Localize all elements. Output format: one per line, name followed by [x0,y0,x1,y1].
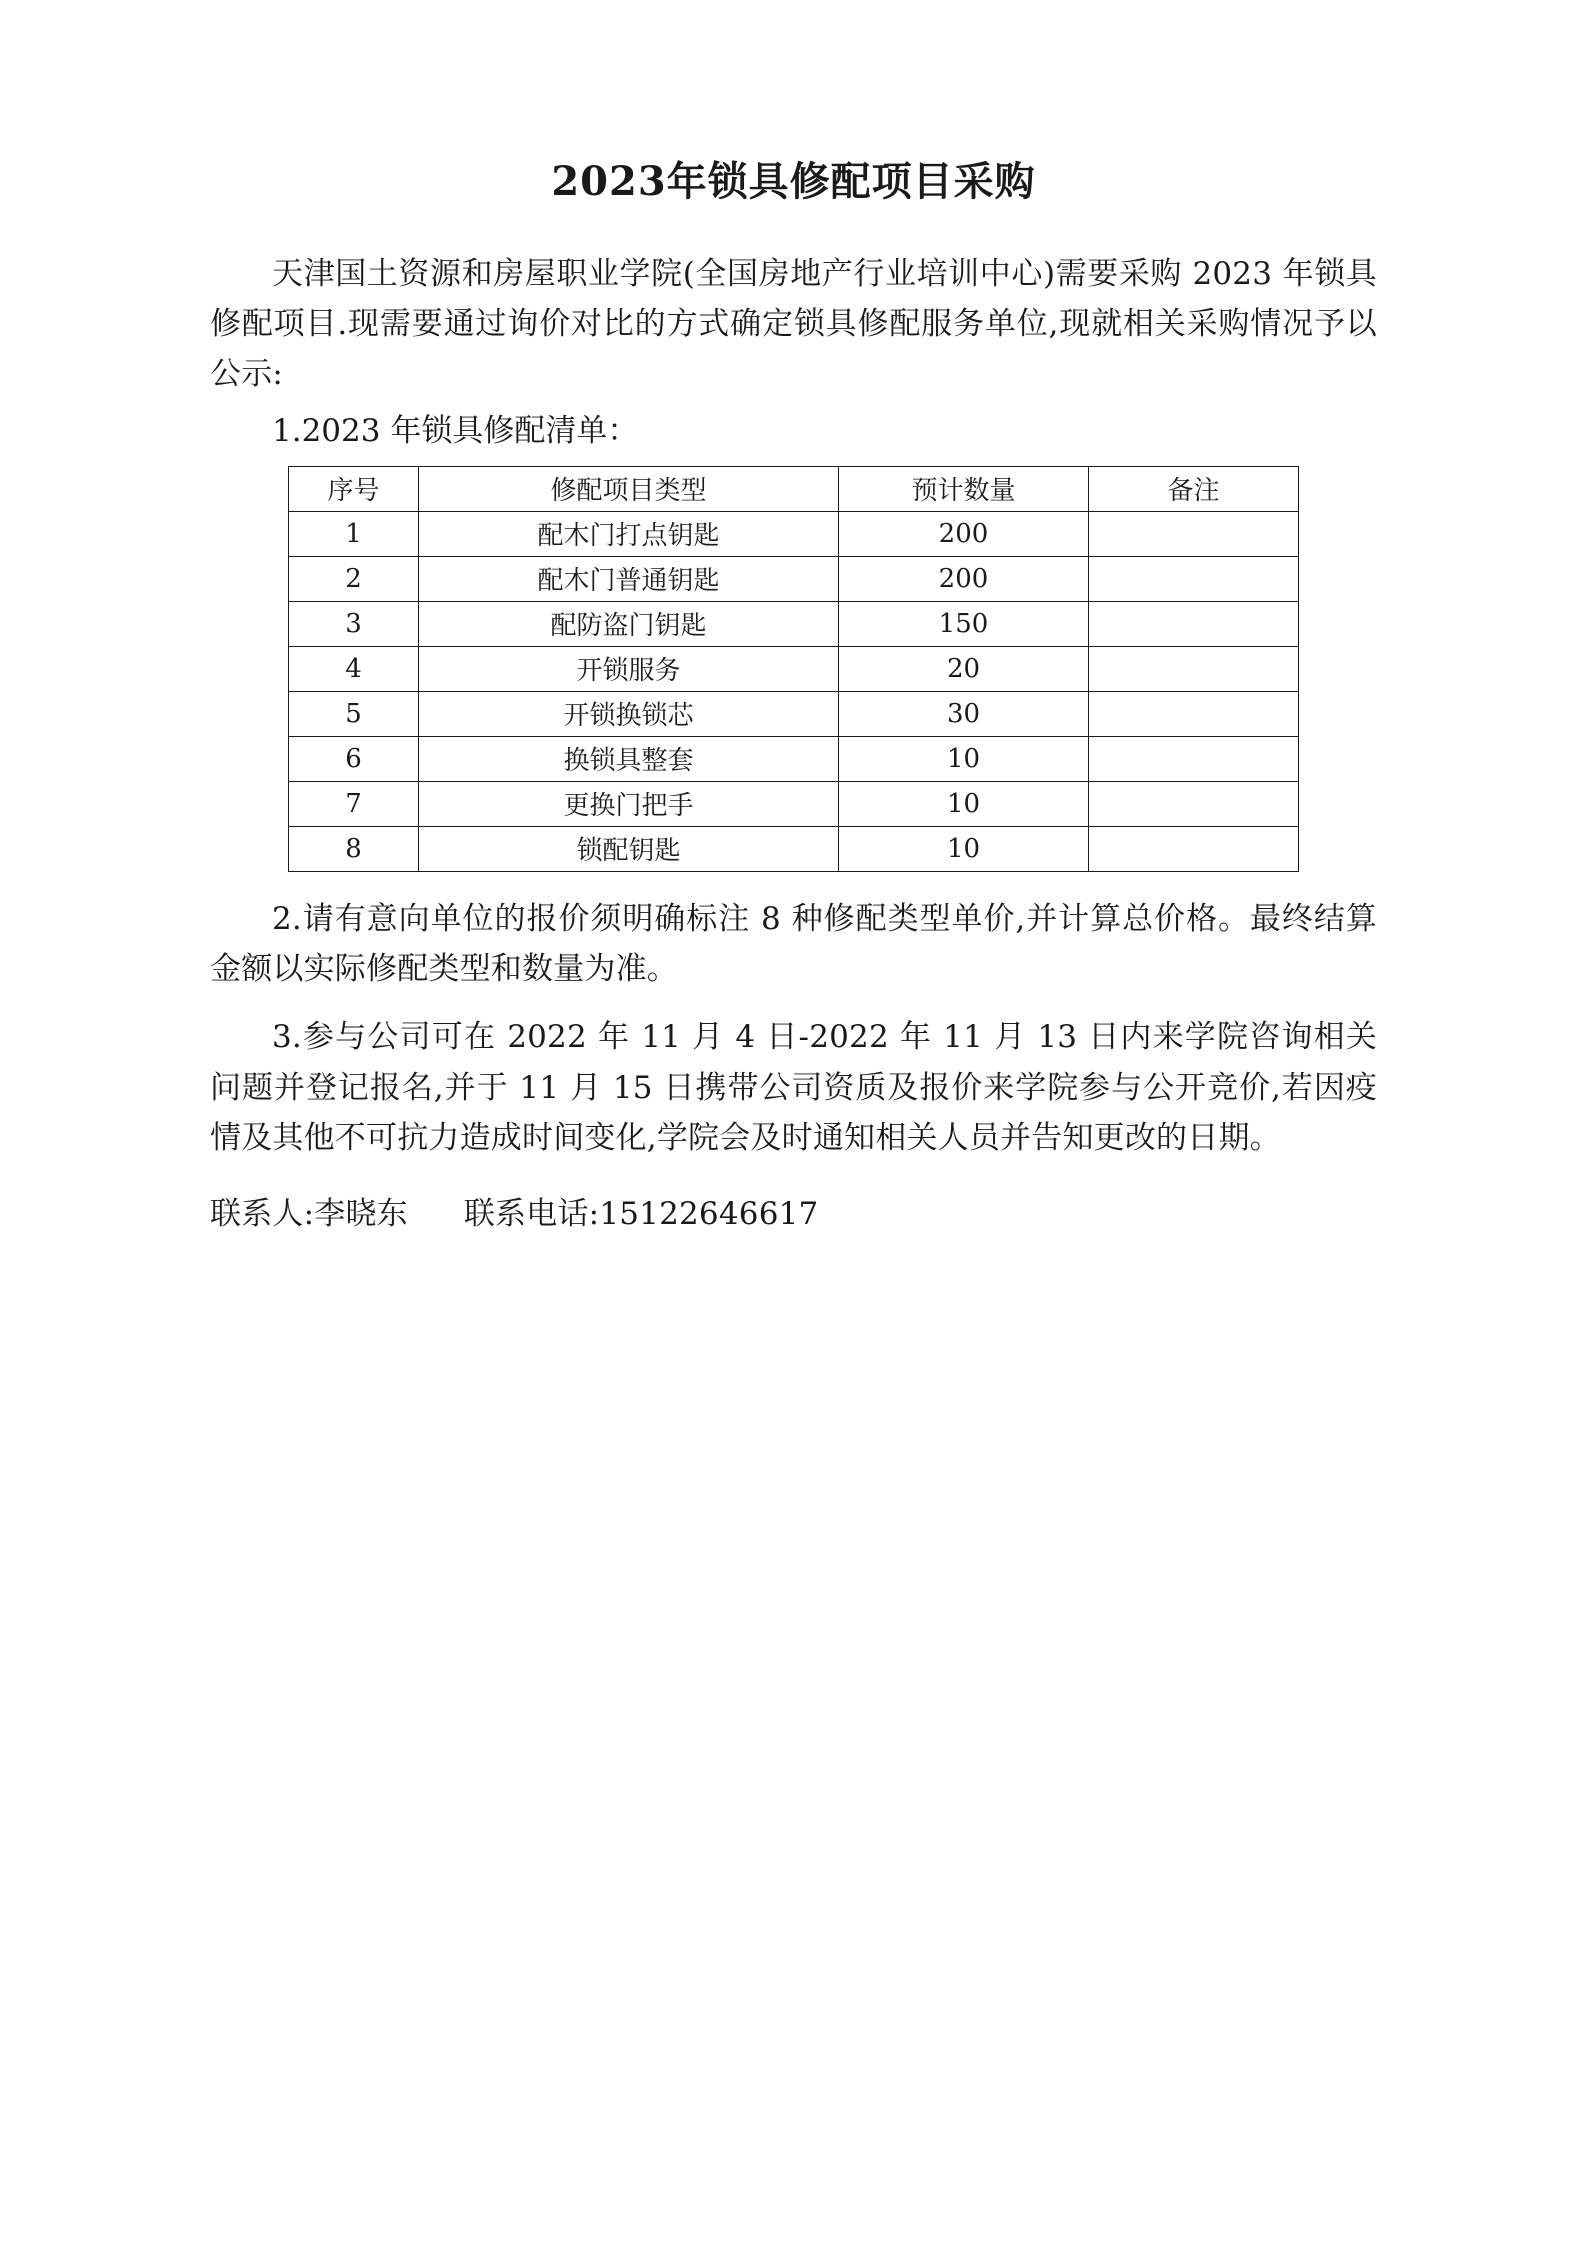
cell-no: 1 [289,511,419,556]
cell-type: 换锁具整套 [419,736,839,781]
cell-remark [1089,691,1299,736]
paragraph-2: 2.请有意向单位的报价须明确标注 8 种修配类型单价,并计算总价格。最终结算金额以实际修配类型和数量为准。 [210,900,1377,988]
cell-remark [1089,601,1299,646]
table-row [289,601,1299,646]
cell-no: 5 [289,691,419,736]
cell-type: 配木门打点钥匙 [419,511,839,556]
cell-qty: 20 [839,646,1089,691]
cell-remark [1089,781,1299,826]
contact-line [210,1189,1377,1239]
cell-qty: 30 [839,691,1089,736]
lock-repair-table [288,466,1299,872]
cell-no: 2 [289,556,419,601]
paragraph-3: 3.参与公司可在 2022 年 11 月 4 日-2022 年 11 月 13 日内来学院咨询相关问题并登记报名,并于 11 月 15 日携带公司资质及报价来学院参与公开竞价,若因疫情及其他不可抗力造成时间变化,学院会及时通知相关人员并告知更改的日期。 [210,1019,1377,1156]
cell-qty: 10 [839,736,1089,781]
cell-no: 7 [289,781,419,826]
cell-type: 配防盗门钥匙 [419,601,839,646]
table-header-remark: 备注 [1089,466,1299,511]
table-row [289,691,1299,736]
contact-phone-number: 15122646617 [599,1195,819,1232]
table-row [289,646,1299,691]
cell-no: 3 [289,601,419,646]
table-header-row [289,466,1299,511]
cell-type: 更换门把手 [419,781,839,826]
table-row [289,781,1299,826]
cell-remark [1089,736,1299,781]
table-header-no: 序号 [289,466,419,511]
table-row [289,826,1299,871]
cell-qty: 10 [839,781,1089,826]
cell-remark [1089,511,1299,556]
cell-qty: 150 [839,601,1089,646]
contact-person-label: 联系人: [210,1195,315,1232]
cell-no: 4 [289,646,419,691]
table-header-type: 修配项目类型 [419,466,839,511]
cell-qty: 200 [839,556,1089,601]
table-row [289,511,1299,556]
cell-type: 锁配钥匙 [419,826,839,871]
cell-remark [1089,646,1299,691]
cell-type: 配木门普通钥匙 [419,556,839,601]
cell-remark [1089,556,1299,601]
cell-type: 开锁服务 [419,646,839,691]
cell-remark [1089,826,1299,871]
table-header-qty: 预计数量 [839,466,1089,511]
contact-person-name: 李晓东 [314,1195,408,1232]
contact-phone-label: 联系电话: [463,1195,600,1232]
table-row [289,736,1299,781]
list-item-1-label: 1.2023 年锁具修配清单： [272,412,639,449]
intro-paragraph: 天津国土资源和房屋职业学院(全国房地产行业培训中心)需要采购 2023 年锁具修配项目.现需要通过询价对比的方式确定锁具修配服务单位,现就相关采购情况予以公示: [210,256,1377,393]
table-row [289,556,1299,601]
cell-no: 8 [289,826,419,871]
cell-type: 开锁换锁芯 [419,691,839,736]
page-title: 2023年锁具修配项目采购 [551,158,1036,205]
cell-no: 6 [289,736,419,781]
cell-qty: 10 [839,826,1089,871]
cell-qty: 200 [839,511,1089,556]
